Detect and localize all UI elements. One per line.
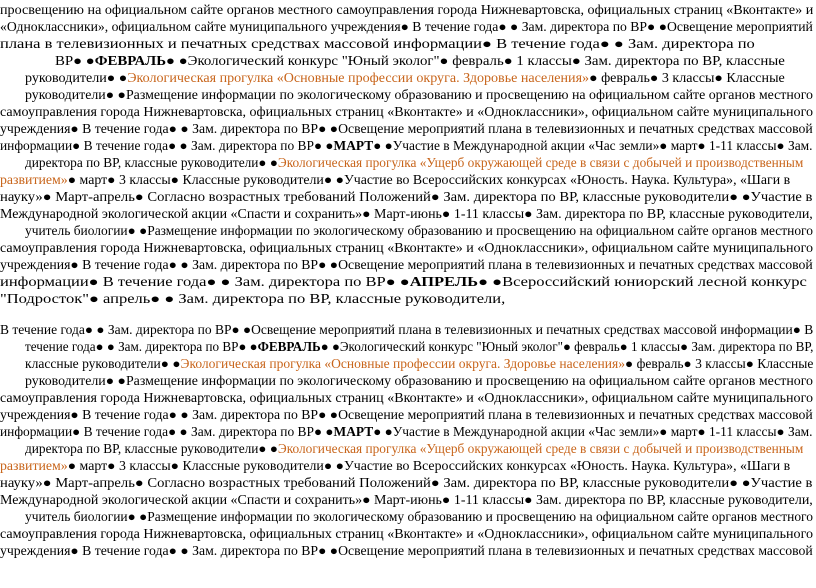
text-line xyxy=(0,321,813,338)
text-line xyxy=(0,18,813,35)
text-line xyxy=(25,338,813,355)
line-text: классные руководители● ● xyxy=(25,356,181,371)
line-text: учитель биологии● ●Размещение информации по экологическому образованию и просвещению на официальном сайте органов местного xyxy=(25,509,813,524)
line-text: самоуправления города Нижневартовска, официальных страниц «Вконтакте» и «Одноклассники», официальном сайте муниципального xyxy=(0,526,813,541)
line-text: науку»● Март-апрель● Согласно возрастных требований Положений● Зам. директора по ВР, классные руководители● ●Участие в xyxy=(0,475,813,490)
text-line xyxy=(25,372,813,389)
line-text: "Подросток"● апрель● ● Зам. директора по ВР, классные руководители, xyxy=(0,291,506,306)
text-line xyxy=(0,525,813,542)
line-text: директора по ВР, классные руководители● ● xyxy=(25,155,278,170)
text-line xyxy=(0,474,812,491)
month-heading: ФЕВРАЛЬ xyxy=(257,339,321,354)
month-heading: АПРЕЛЬ xyxy=(409,274,479,289)
line-text: просвещению на официальном сайте органов местного самоуправления города Нижневартовска, официальных страниц «Вконтакте» и xyxy=(0,2,814,17)
line-text: самоуправления города Нижневартовска, официальных страниц «Вконтакте» и «Одноклассники», официальном сайте муниципального xyxy=(0,390,813,405)
highlighted-event-text: Экологическая прогулка «Ущерб окружающей среде в связи с добычей и производственным xyxy=(277,155,804,170)
text-line xyxy=(25,154,803,171)
line-text: ● февраль● 3 классы● Классные xyxy=(625,356,814,371)
text-line xyxy=(25,86,813,103)
line-text: учреждения● В течение года● ● Зам. директора по ВР● ●Освещение мероприятий плана в телевизионных и печатных средствах массовой xyxy=(0,543,813,558)
line-text: ● ●Участие в Международной акции «Час земли»● март● 1-11 классы● Зам. xyxy=(373,138,813,153)
text-line xyxy=(0,389,813,406)
line-text: ● ●Экологический конкурс "Юный эколог"● февраль● 1 классы● Зам. директора по ВР, xyxy=(320,339,814,354)
line-text: информации● В течение года● ● Зам. директора по ВР● ● xyxy=(0,424,334,439)
line-text: течение года● ● Зам. директора по ВР● ● xyxy=(25,339,258,354)
text-line xyxy=(55,52,785,69)
line-text: ● ●Всероссийский юниорский лесной конкурс xyxy=(478,274,807,289)
line-text: ● февраль● 3 классы● Классные xyxy=(589,70,785,85)
month-heading: МАРТ xyxy=(333,138,374,153)
line-text: Международной экологической акции «Спасти и сохранить»● Март-июнь● 1-11 классы● Зам. директора по ВР, классные руководители, xyxy=(0,492,813,507)
text-line xyxy=(25,440,803,457)
text-line xyxy=(0,35,755,52)
text-line xyxy=(25,222,813,239)
line-text: самоуправления города Нижневартовска, официальных страниц «Вконтакте» и «Одноклассники», официальном сайте муниципального xyxy=(0,104,813,119)
highlighted-event-text: развитием» xyxy=(0,172,68,187)
highlighted-event-text: Экологическая прогулка «Основные профессии округа. Здоровье населения» xyxy=(180,356,626,371)
text-line xyxy=(25,508,813,525)
highlighted-event-text: Экологическая прогулка «Основные профессии округа. Здоровье населения» xyxy=(127,70,590,85)
highlighted-event-text: Экологическая прогулка «Ущерб окружающей среде в связи с добычей и производственным xyxy=(277,441,804,456)
text-line xyxy=(0,290,505,307)
line-text: учреждения● В течение года● ● Зам. директора по ВР● ●Освещение мероприятий плана в телевизионных и печатных средствах массовой xyxy=(0,257,813,272)
line-text: плана в телевизионных и печатных средствах массовой информации● В течение года● ● Зам. директора по xyxy=(0,36,755,51)
text-line xyxy=(0,1,813,18)
text-line xyxy=(0,406,813,423)
line-text: руководители● ● xyxy=(25,70,128,85)
text-line xyxy=(0,205,813,222)
text-line xyxy=(0,273,807,290)
highlighted-event-text: развитием» xyxy=(0,458,68,473)
text-line xyxy=(0,256,813,273)
text-line xyxy=(0,120,813,137)
line-text: ● март● 3 классы● Классные руководители● ●Участие во Всероссийских конкурсах «Юность. Наука. Культура», «Шаги в xyxy=(67,172,791,187)
text-line xyxy=(0,171,790,188)
text-line xyxy=(0,188,812,205)
text-line xyxy=(0,457,790,474)
line-text: учитель биологии● ●Размещение информации по экологическому образованию и просвещению на официальном сайте органов местного xyxy=(25,223,813,238)
line-text: самоуправления города Нижневартовска, официальных страниц «Вконтакте» и «Одноклассники», официальном сайте муниципального xyxy=(0,240,813,255)
line-text: информации● В течение года● ● Зам. директора по ВР● ● xyxy=(0,138,334,153)
line-text: руководители● ●Размещение информации по экологическому образованию и просвещению на официальном сайте органов местного xyxy=(25,373,813,388)
text-line xyxy=(0,137,813,154)
line-text: ● март● 3 классы● Классные руководители● ●Участие во Всероссийских конкурсах «Юность. Наука. Культура», «Шаги в xyxy=(67,458,791,473)
line-text: информации● В течение года● ● Зам. директора по ВР● ● xyxy=(0,274,410,289)
line-text: ● ●Экологический конкурс "Юный эколог"● февраль● 1 классы● Зам. директора по ВР, классные xyxy=(166,53,785,68)
line-text: ● ●Участие в Международной акции «Час земли»● март● 1-11 классы● Зам. xyxy=(373,424,813,439)
line-text: директора по ВР, классные руководители● ● xyxy=(25,441,278,456)
text-line xyxy=(0,103,813,120)
line-text: ВР● ● xyxy=(55,53,95,68)
month-heading: ФЕВРАЛЬ xyxy=(94,53,167,68)
line-text: учреждения● В течение года● ● Зам. директора по ВР● ●Освещение мероприятий плана в телевизионных и печатных средствах массовой xyxy=(0,121,813,136)
text-line xyxy=(25,69,785,86)
text-line xyxy=(0,491,813,508)
line-text: В течение года● ● Зам. директора по ВР● ●Освещение мероприятий плана в телевизионных и печатных средствах массовой информации● В xyxy=(0,322,814,337)
month-heading: МАРТ xyxy=(333,424,374,439)
text-line xyxy=(25,355,813,372)
line-text: учреждения● В течение года● ● Зам. директора по ВР● ●Освещение мероприятий плана в телевизионных и печатных средствах массовой xyxy=(0,407,813,422)
line-text: Международной экологической акции «Спасти и сохранить»● Март-июнь● 1-11 классы● Зам. директора по ВР, классные руководители, xyxy=(0,206,813,221)
line-text: руководители● ●Размещение информации по экологическому образованию и просвещению на официальном сайте органов местного xyxy=(25,87,813,102)
line-text: науку»● Март-апрель● Согласно возрастных требований Положений● Зам. директора по ВР, классные руководители● ●Участие в xyxy=(0,189,813,204)
text-line xyxy=(0,542,813,559)
line-text: «Одноклассники», официальном сайте муниципального учреждения● В течение года● ● Зам. директора по ВР● ●Освещение мероприятий xyxy=(0,19,813,34)
text-line xyxy=(0,239,813,256)
text-line xyxy=(0,423,813,440)
